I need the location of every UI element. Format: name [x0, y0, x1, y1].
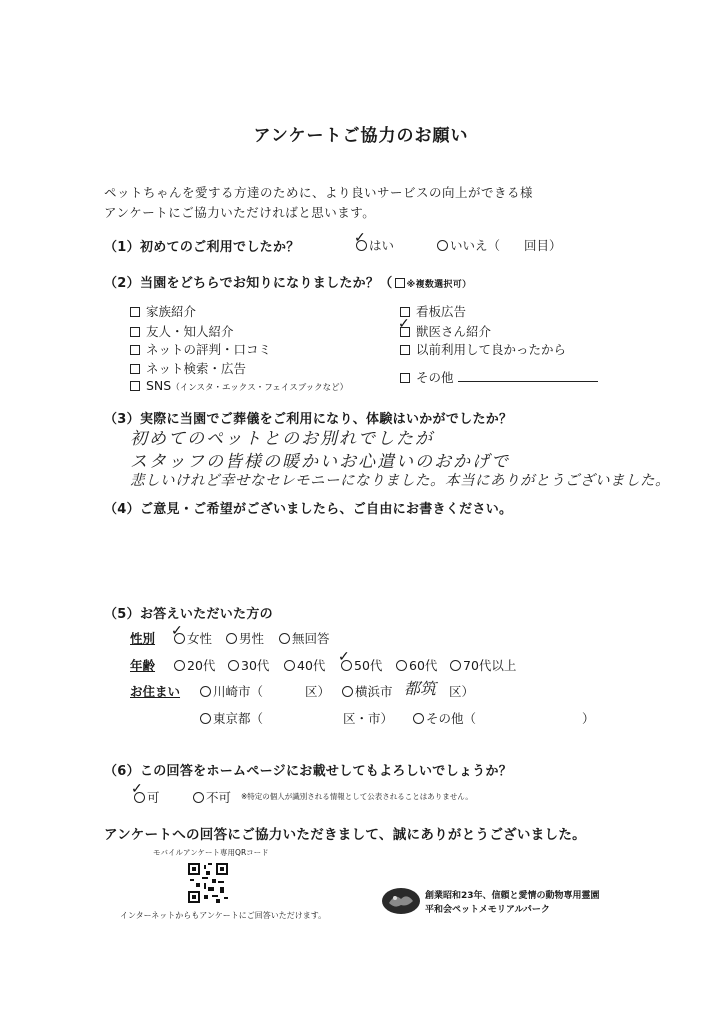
q2-label — [104, 272, 471, 291]
address-option-label: 横浜市 — [355, 684, 393, 699]
checkbox-icon — [400, 373, 410, 383]
gender-option[interactable] — [226, 629, 264, 647]
gender-label — [130, 629, 155, 647]
address-label-text: お住まい — [130, 684, 181, 699]
handwritten-check-icon: ✓ — [398, 316, 410, 332]
q2-option[interactable] — [130, 340, 271, 358]
radio-icon — [450, 660, 461, 671]
q5-label: （5）お答えいただいた方の — [104, 607, 273, 622]
sns-note: （インスタ・エックス・フェイスブックなど） — [171, 383, 349, 393]
q6-ng-label: 不可 — [206, 790, 232, 805]
checkbox-icon — [130, 364, 140, 374]
radio-icon — [413, 713, 424, 724]
radio-icon — [437, 240, 448, 251]
tokyo-suffix: 区・市） — [343, 711, 394, 726]
checkbox-icon — [130, 307, 140, 317]
intro-line-2: アンケートにご協力いただければと思います。 — [104, 205, 376, 220]
age-option-label: 50代 — [354, 658, 383, 673]
q4-label: （4）ご意見・ご希望がございましたら、ご自由にお書きください。 — [104, 502, 513, 517]
radio-icon — [200, 686, 211, 697]
q2-label-text: （2）当園をどちらでお知りになりましたか？（ — [104, 276, 393, 291]
gender-option-label: 女性 — [187, 631, 213, 646]
gender-option-label: 無回答 — [292, 631, 330, 646]
radio-icon — [342, 686, 353, 697]
q6-ok-label: 可 — [147, 790, 160, 805]
company-name: 平和会ペットメモリアルパーク — [425, 905, 550, 915]
q2-option[interactable] — [400, 322, 491, 340]
handwritten-ward: 都筑 — [404, 679, 437, 698]
other-close: ） — [582, 711, 595, 726]
q2-option[interactable] — [130, 302, 196, 320]
handwritten-answer-line: 初めてのペットとのお別れでしたが — [130, 429, 434, 449]
age-option[interactable] — [228, 656, 269, 674]
age-option-label: 30代 — [241, 658, 270, 673]
intro-line-1: ペットちゃんを愛する方達のために、より良いサービスの向上ができる様 — [104, 185, 534, 200]
q1-count-suffix: 回目） — [524, 238, 562, 253]
radio-icon — [193, 792, 204, 803]
qr-note: インターネットからもアンケートにご回答いただけます。 — [120, 911, 327, 920]
q2-option-label: SNS — [146, 378, 172, 393]
q2-option-label: 看板広告 — [416, 304, 467, 319]
q1-no-label: いいえ（ — [450, 238, 501, 253]
radio-icon — [226, 633, 237, 644]
address-option-label: 東京都（ — [213, 711, 264, 726]
address-option-other[interactable] — [413, 709, 476, 727]
thanks-message: アンケートへの回答にご協力いただきまして、誠にありがとうございました。 — [104, 827, 586, 843]
checkbox-icon — [130, 327, 140, 337]
kawasaki-ward-suffix: 区） — [305, 684, 331, 699]
q3-label: （3）実際に当園でご葬儀をご利用になり、体験はいかがでしたか？ — [104, 412, 513, 427]
q2-option[interactable] — [130, 378, 348, 393]
radio-icon — [396, 660, 407, 671]
q6-label: （6）この回答をホームページにお載せしてもよろしいでしょうか？ — [104, 764, 513, 779]
handwritten-answer-line: スタッフの皆様の暖かいお心遣いのおかげで — [130, 452, 510, 472]
q2-option[interactable] — [130, 322, 234, 340]
age-option-label: 60代 — [409, 658, 438, 673]
yokohama-ward-suffix: 区） — [449, 684, 475, 699]
gender-option-label: 男性 — [239, 631, 265, 646]
gender-option[interactable] — [279, 629, 330, 647]
q1-yes-label: はい — [369, 238, 395, 253]
address-option-kawasaki[interactable] — [200, 682, 263, 700]
handwritten-check-icon: ✓ — [354, 230, 366, 246]
age-option[interactable] — [174, 656, 215, 674]
q2-option-label: 獣医さん紹介 — [416, 324, 492, 339]
qr-code-icon[interactable] — [188, 863, 228, 903]
q2-option-label: ネットの評判・口コミ — [146, 342, 272, 357]
address-option-label: 川崎市（ — [213, 684, 264, 699]
handwritten-check-icon: ✓ — [338, 649, 350, 665]
gender-label-text: 性別 — [130, 631, 156, 646]
q2-option-label: 家族紹介 — [146, 304, 197, 319]
q2-multi-note: ※複数選択可） — [406, 280, 472, 290]
q1-label: （1）初めてのご利用でしたか？ — [104, 240, 300, 255]
q2-option-label: 以前利用して良かったから — [416, 342, 567, 357]
address-option-label: その他（ — [426, 711, 477, 726]
age-option-label: 20代 — [187, 658, 216, 673]
checkbox-icon — [130, 345, 140, 355]
age-label-text: 年齢 — [130, 658, 156, 673]
radio-icon — [284, 660, 295, 671]
q2-option[interactable] — [130, 359, 246, 377]
q6-ng-option[interactable] — [193, 788, 231, 806]
checkbox-icon — [395, 278, 405, 288]
page-title: アンケートご協力のお願い — [253, 126, 469, 146]
q2-option[interactable] — [400, 368, 598, 386]
handwritten-check-icon: ✓ — [171, 623, 183, 639]
handwritten-answer-line: 悲しいけれど幸せなセレモニーになりました。本当にありがとうございました。 — [130, 473, 670, 489]
age-label — [130, 656, 155, 674]
q2-option-label: その他 — [416, 370, 454, 385]
q1-no-option[interactable] — [437, 236, 500, 254]
radio-icon — [279, 633, 290, 644]
q2-option[interactable] — [400, 302, 466, 320]
radio-icon — [228, 660, 239, 671]
checkbox-icon — [400, 345, 410, 355]
company-tagline: 創業昭和23年、信頼と愛情の動物専用霊園 — [425, 891, 600, 901]
age-option-label: 70代以上 — [463, 658, 517, 673]
q2-option[interactable] — [400, 340, 566, 358]
age-option[interactable] — [450, 656, 516, 674]
age-option[interactable] — [396, 656, 437, 674]
company-logo-icon — [381, 887, 421, 915]
age-option-label: 40代 — [297, 658, 326, 673]
address-option-tokyo[interactable] — [200, 709, 263, 727]
q2-option-label: ネット検索・広告 — [146, 361, 247, 376]
handwritten-check-icon: ✓ — [131, 781, 143, 797]
address-option-yokohama[interactable] — [342, 682, 393, 700]
q6-note: ※特定の個人が識別される情報として公表されることはありません。 — [241, 792, 473, 801]
address-label — [130, 682, 180, 700]
qr-caption: モバイルアンケート専用QRコード — [153, 848, 269, 857]
age-option[interactable] — [284, 656, 325, 674]
checkbox-icon — [130, 381, 140, 391]
q2-option-label: 友人・知人紹介 — [146, 324, 234, 339]
other-input-line[interactable] — [458, 371, 598, 382]
radio-icon — [200, 713, 211, 724]
radio-icon — [174, 660, 185, 671]
